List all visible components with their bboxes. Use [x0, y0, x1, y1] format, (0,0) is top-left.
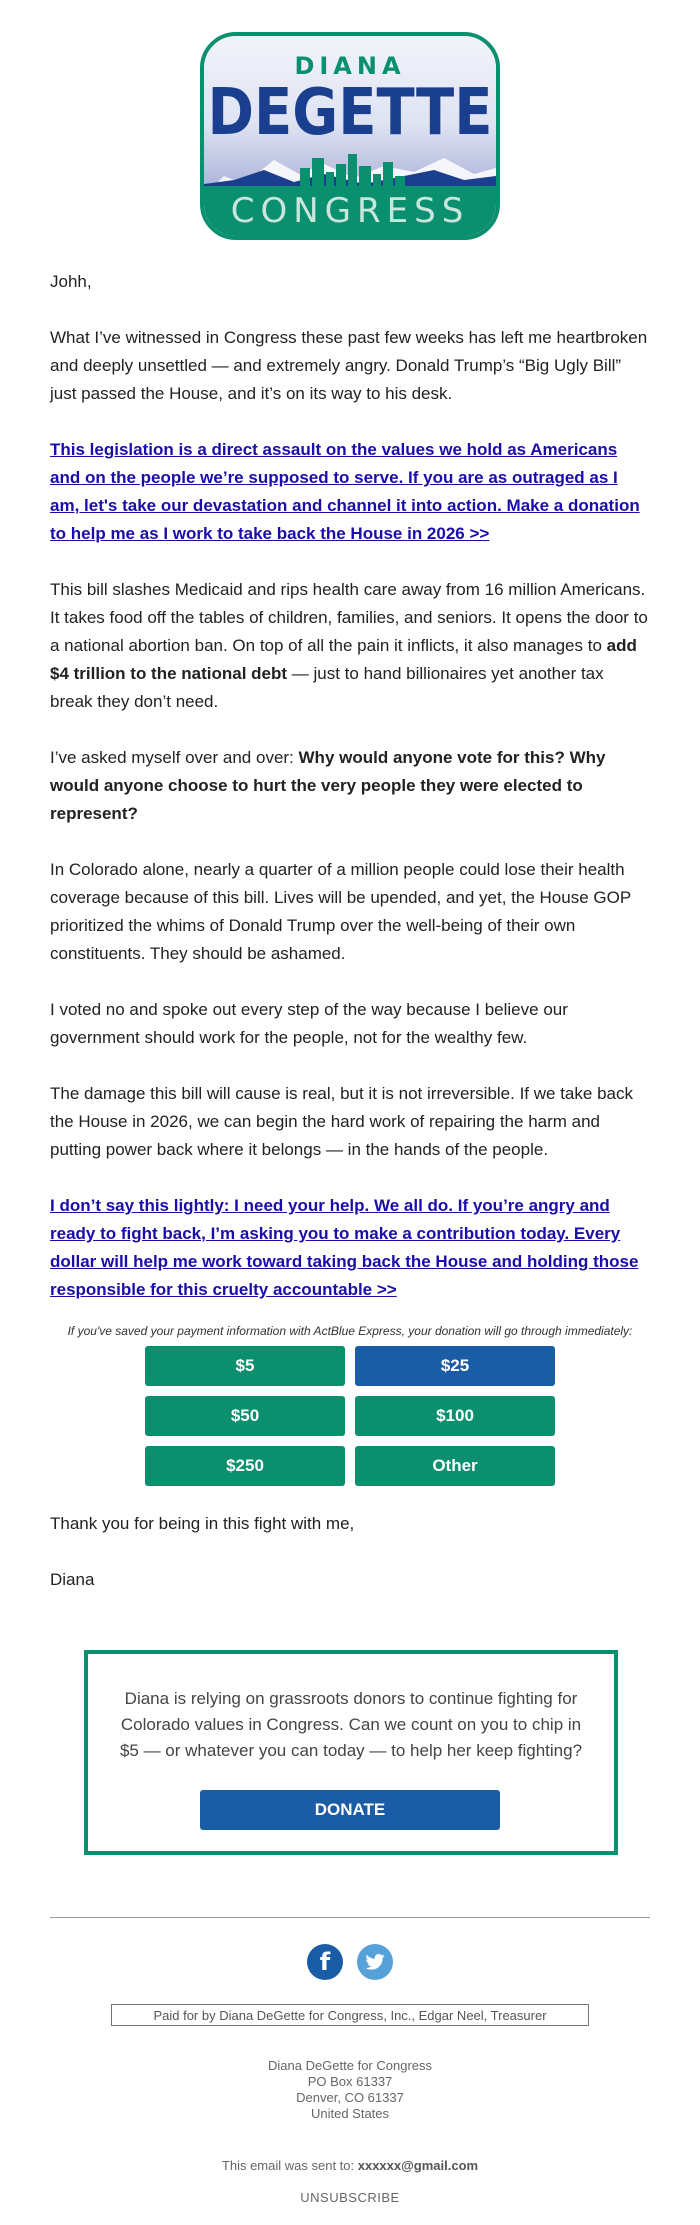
donate-link-1[interactable]: This legislation is a direct assault on the values we hold as Americans and on the people we’re supposed to serve. If you are as outraged as I am, let's take our devastation and channel it into action. Make a donation to help me as I work to take back the House in 2026 >> [50, 440, 640, 543]
paragraph-bill-text-a: This bill slashes Medicaid and rips health care away from 16 million Americans. It takes food off the tables of children, families, and seniors. It opens the door to a national abortion ban. On top of all the pain it inflicts, it also manages to [50, 580, 648, 655]
donate-100-button[interactable]: $100 [355, 1396, 555, 1436]
email-body [0, 268, 700, 1304]
closing: Thank you for being in this fight with me, [50, 1514, 355, 1533]
donate-25-button[interactable]: $25 [355, 1346, 555, 1386]
donate-link-2-paragraph [50, 1192, 650, 1304]
donate-other-button[interactable]: Other [355, 1446, 555, 1486]
campaign-logo[interactable] [200, 32, 500, 240]
paragraph-damage: The damage this bill will cause is real, but it is not irreversible. If we take back the House in 2026, we can begin the hard work of repairing the harm and putting power back where it belongs — in the hands of the people. [50, 1084, 633, 1159]
mailing-address [0, 2058, 700, 2122]
logo-last-name: DEGETTE [207, 75, 493, 150]
logo-banner [204, 186, 496, 236]
paragraph-bill-text-b: — just to hand billionaires yet another tax break they don’t need. [50, 664, 604, 711]
facebook-icon[interactable]: f [307, 1944, 343, 1980]
callout-box [84, 1650, 618, 1855]
donate-5-button[interactable]: $5 [145, 1346, 345, 1386]
logo-office: CONGRESS [230, 191, 470, 231]
paragraph-bill [50, 576, 650, 716]
actblue-disclaimer: If you've saved your payment information with ActBlue Express, your donation will go through immediately: [67, 1324, 633, 1338]
signature: Diana [50, 1570, 95, 1589]
donate-link-2[interactable]: I don’t say this lightly: I need your help. We all do. If you’re angry and ready to fight back, I’m asking you to make a contribution today. Every dollar will help me work toward taking back the House and holding those responsible for this cruelty accountable >> [50, 1196, 639, 1299]
donate-250-button[interactable]: $250 [145, 1446, 345, 1486]
address-line-3: Denver, CO 61337 [296, 2090, 404, 2105]
social-links [307, 1944, 393, 1980]
paid-for-disclaimer: Paid for by Diana DeGette for Congress, Inc., Edgar Neel, Treasurer [111, 2004, 589, 2026]
sign-off [0, 1510, 700, 1594]
address-line-2: PO Box 61337 [307, 2074, 393, 2089]
donate-50-button[interactable]: $50 [145, 1396, 345, 1436]
callout-text: Diana is relying on grassroots donors to continue fighting for Colorado values in Congress. Can we count on you to chip in $5 — or whatever you can today — to help her keep fighting? [119, 1689, 583, 1760]
paragraph-question-bold: Why would anyone vote for this? Why would anyone choose to hurt the very people they were elected to represent? [50, 748, 606, 823]
paragraph-vote: I voted no and spoke out every step of the way because I believe our government should work for the people, not for the wealthy few. [50, 1000, 568, 1047]
greeting: Johh, [50, 272, 92, 291]
sent-to-label: This email was sent to: [221, 2158, 358, 2173]
donate-link-1-paragraph [50, 436, 650, 548]
logo-first-name: DIANA [294, 52, 406, 80]
paragraph-question [50, 744, 650, 828]
paragraph-colorado: In Colorado alone, nearly a quarter of a million people could lose their health coverage because of this bill. Lives will be upended, and yet, the House GOP prioritized the whims of Donald Trump over the well-being of their own constituents. They should be ashamed. [50, 860, 631, 963]
paragraph-bill-bold: add $4 trillion to the national debt [50, 636, 637, 683]
address-line-4: United States [310, 2106, 390, 2121]
footer-divider [50, 1917, 650, 1918]
twitter-icon[interactable] [357, 1944, 393, 1980]
recipient-email: xxxxxx@gmail.com [357, 2158, 479, 2173]
donate-button[interactable]: DONATE [200, 1790, 500, 1830]
twitter-bird-icon [365, 1954, 385, 1970]
sent-to-line [0, 2158, 700, 2173]
donation-amount-grid [145, 1346, 555, 1486]
paragraph-question-text: I’ve asked myself over and over: [50, 748, 299, 767]
address-line-1: Diana DeGette for Congress [267, 2058, 433, 2073]
header [0, 0, 700, 240]
paragraph-intro: What I’ve witnessed in Congress these past few weeks has left me heartbroken and deeply unsettled — and extremely angry. Donald Trump’s “Big Ugly Bill” just passed the House, and it’s on its way to his desk. [50, 328, 648, 403]
unsubscribe-link[interactable]: UNSUBSCRIBE [300, 2190, 400, 2205]
